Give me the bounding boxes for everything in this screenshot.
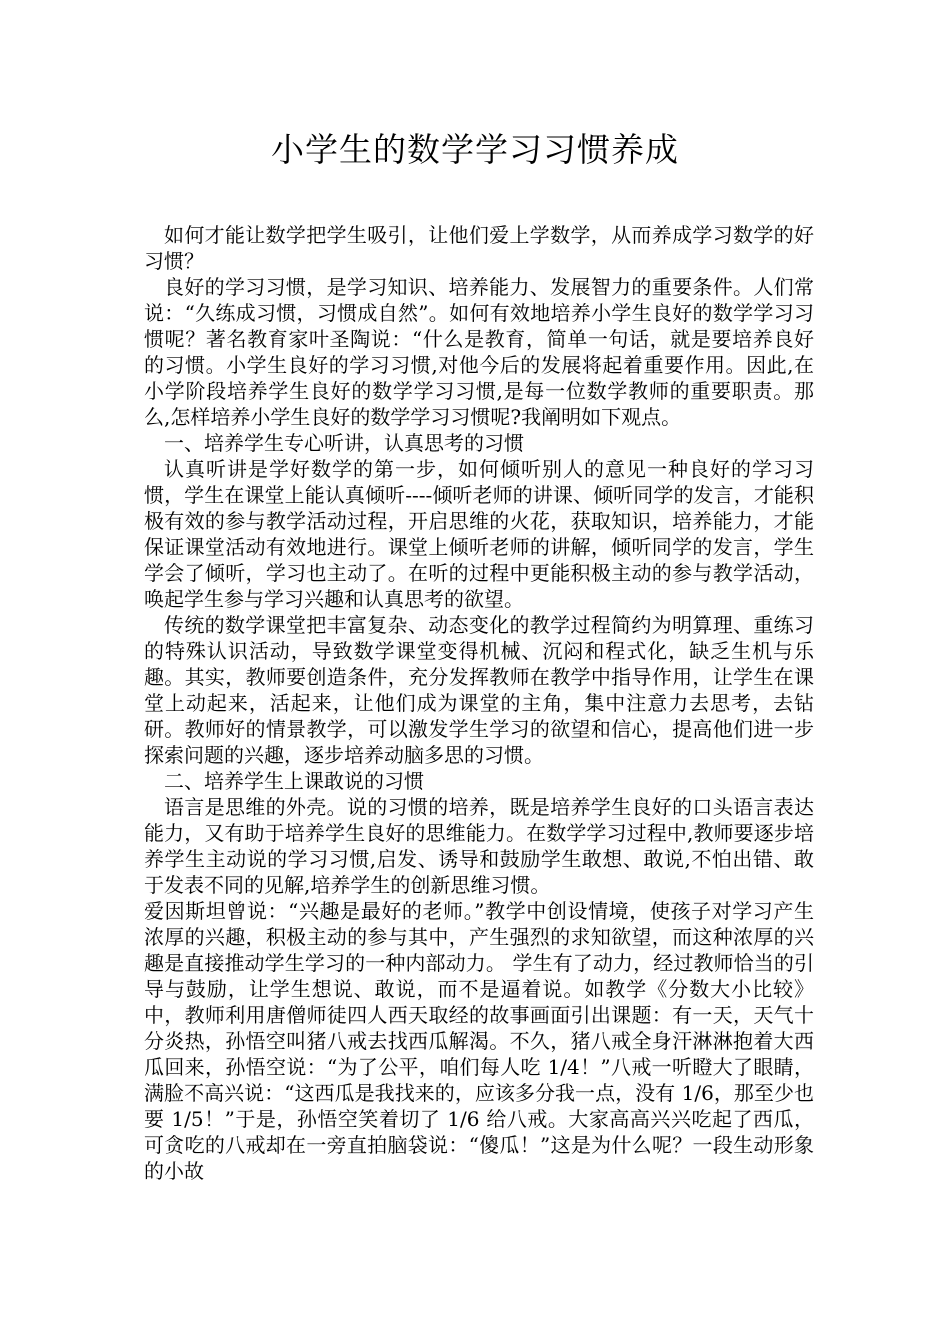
paragraph-speaking: 语言是思维的外壳。说的习惯的培养，既是培养学生良好的口头语言表达能力，又有助于培养学生良好的思维能力。在数学学习过程中,教师要逐步培养学生主动说的学习习惯,启发、诱导和鼓励学生敢想、敢说,不怕出错、敢于发表不同的见解,培养学生的创新思维习惯。 <box>144 795 814 897</box>
document-body <box>144 222 814 1184</box>
paragraph-importance: 良好的学习习惯，是学习知识、培养能力、发展智力的重要条件。人们常说：“久练成习惯，习惯成自然”。如何有效地培养小学生良好的数学学习习惯呢？著名教育家叶圣陶说：“什么是教育，简单一句话，就是要培养良好的习惯。小学生良好的学习习惯,对他今后的发展将起着重要作用。因此,在小学阶段培养学生良好的数学学习习惯,是每一位数学教师的重要职责。那么,怎样培养小学生良好的数学学习习惯呢?我阐明如下观点。 <box>144 275 814 429</box>
paragraph-intro-question: 如何才能让数学把学生吸引，让他们爱上学数学，从而养成学习数学的好习惯？ <box>144 223 814 273</box>
paragraph-einstein-story: 爱因斯坦曾说：“兴趣是最好的老师。”教学中创设情境，使孩子对学习产生浓厚的兴趣，积极主动的参与其中，产生强烈的求知欲望，而这种浓厚的兴趣是直接推动学生学习的一种内部动力。 学生有了动力，经过教师恰当的引导与鼓励，让学生想说、敢说，而不是逼着说。如教学《分数大小比较》中，教师利用唐僧师徒四人西天取经的故事画面引出课题：有一天，天气十分炎热，孙悟空叫猪八戒去找西瓜解渴。不久，猪八戒全身汗淋淋抱着大西瓜回来，孙悟空说：“为了公平，咱们每人吃 1/4！”八戒一听瞪大了眼睛，满脸不高兴说：“这西瓜是我找来的，应该多分我一点，没有 1/6，那至少也要 1/5！”于是，孙悟空笑着切了 1/6 给八戒。大家高高兴兴吃起了西瓜，可贪吃的八戒却在一旁直拍脑袋说：“傻瓜！”这是为什么呢？一段生动形象的小故 <box>144 899 814 1183</box>
section-heading-2: 二、培养学生上课敢说的习惯 <box>164 769 424 793</box>
section-heading-1: 一、培养学生专心听讲，认真思考的习惯 <box>164 431 524 455</box>
paragraph-listening: 认真听讲是学好数学的第一步，如何倾听别人的意见一种良好的学习习惯，学生在课堂上能认真倾听----倾听老师的讲课、倾听同学的发言，才能积极有效的参与教学活动过程，开启思维的火花，获取知识，培养能力，才能保证课堂活动有效地进行。课堂上倾听老师的讲解，倾听同学的发言，学生学会了倾听，学习也主动了。在听的过程中更能积极主动的参与教学活动，唤起学生参与学习兴趣和认真思考的欲望。 <box>144 457 814 611</box>
paragraph-traditional-class: 传统的数学课堂把丰富复杂、动态变化的教学过程简约为明算理、重练习的特殊认识活动，导致数学课堂变得机械、沉闷和程式化，缺乏生机与乐趣。其实，教师要创造条件，充分发挥教师在教学中指导作用，让学生在课堂上动起来，活起来，让他们成为课堂的主角，集中注意力去思考，去钻研。教师好的情景教学，可以激发学生学习的欲望和信心，提高他们进一步探索问题的兴趣，逐步培养动脑多思的习惯。 <box>144 613 814 767</box>
document-title: 小学生的数学学习习惯养成 <box>271 130 679 169</box>
